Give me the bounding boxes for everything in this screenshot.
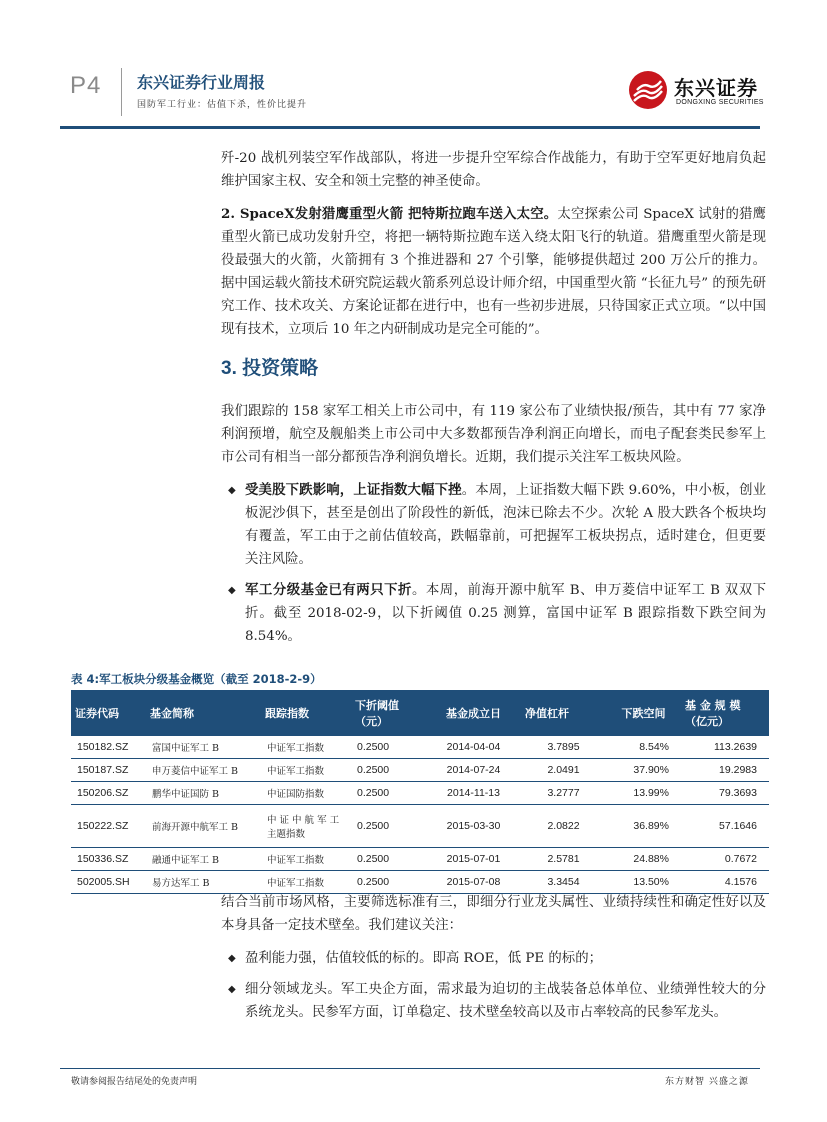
col-header-downside: 下跌空间 [606,690,681,736]
company-logo [628,68,764,114]
diamond-bullet-icon: ◆ [228,585,236,596]
diamond-bullet-icon: ◆ [228,953,236,964]
cell-index [261,805,351,848]
cell-leverage: 2.0491 [521,759,606,782]
cell-name: 鹏华中证国防 B [146,782,261,805]
cell-date: 2015-07-01 [426,848,521,871]
cell-index: 中证军工指数 [261,848,351,871]
col-header-date: 基金成立日 [426,690,521,736]
cell-leverage: 2.5781 [521,848,606,871]
cell-threshold: 0.2500 [351,871,426,894]
logo-mark-icon [628,70,668,110]
diamond-bullet-icon: ◆ [228,485,236,496]
fund-table [71,690,769,894]
cell-threshold: 0.2500 [351,736,426,759]
cell-name: 前海开源中航军工 B [146,805,261,848]
cell-size: 113.2639 [681,736,769,759]
after-table-content [221,891,766,1032]
footer-slogan: 东方财智 兴盛之源 [665,1077,749,1087]
col-header-index: 跟踪指数 [261,690,351,736]
cell-index-line2: 主题指数 [267,829,306,840]
selection-criteria-paragraph: 结合当前市场风格，主要筛选标准有三，即细分行业龙头属性、业绩持续性和确定性好以及本身具备一定技术壁垒。我们建议关注： [221,895,766,933]
cell-name: 融通中证军工 B [146,848,261,871]
strategy-bullet-2 [221,579,766,648]
bullet-text: 盈利能力强，估值较低的标的。即高 ROE，低 PE 的标的； [245,951,602,966]
col-header-threshold-line2: （元） [355,715,388,728]
section-title-investment-strategy: 3. 投资策略 [221,358,319,379]
cell-code: 150206.SZ [71,782,146,805]
table-row [71,848,769,871]
cell-index-line1: 中 证 中 航 军 工 [267,815,340,826]
logo-text-cn: 东兴证券 [674,76,758,100]
col-header-leverage: 净值杠杆 [521,690,606,736]
cell-downside: 8.54% [606,736,681,759]
spacex-paragraph [221,203,766,341]
page-header [0,0,827,130]
spacex-lead: 2. SpaceX发射猎鹰重型火箭 把特斯拉跑车送入太空。 [221,206,558,222]
col-header-threshold [351,690,426,736]
cell-leverage: 3.3454 [521,871,606,894]
footer-rule [60,1068,760,1069]
cell-name: 富国中证军工 B [146,736,261,759]
col-header-threshold-line1: 下折阈值 [355,699,399,712]
main-content [221,147,766,656]
report-title: 东兴证券行业周报 [137,75,266,92]
cell-name: 易方达军工 B [146,871,261,894]
cell-downside: 24.88% [606,848,681,871]
cell-index: 中证国防指数 [261,782,351,805]
cell-leverage: 3.7895 [521,736,606,759]
cell-leverage: 2.0822 [521,805,606,848]
bullet-lead: 受美股下跌影响，上证指数大幅下挫 [245,482,462,498]
cell-size: 57.1646 [681,805,769,848]
table-row [71,782,769,805]
bullet-body: 。本周，上证指数大幅下跌 9.60%，中小板，创业板泥沙俱下，甚至是创出了阶段性的新低，泡沫已除去不少。次轮 A 股大跌各个板块均有覆盖，军工由于之前估值较高，跌幅靠前，可把握军工板块拐点，适时建仓，但更要关注风险。 [245,483,767,567]
table-row [71,759,769,782]
cell-size: 79.3693 [681,782,769,805]
table-header-row [71,690,769,736]
cell-code: 150187.SZ [71,759,146,782]
header-rule [60,126,760,129]
table-row [71,736,769,759]
cell-code: 150182.SZ [71,736,146,759]
logo-text-en: DONGXING SECURITIES [676,99,764,106]
col-header-size-line2: （亿元） [685,715,729,728]
cell-index: 中证军工指数 [261,871,351,894]
cell-downside: 36.89% [606,805,681,848]
cell-date: 2014-11-13 [426,782,521,805]
page-number: P4 [70,72,102,99]
table-title: 表 4:军工板块分级基金概览（截至 2018-2-9） [71,672,322,686]
cell-size: 19.2983 [681,759,769,782]
intro-paragraph: 歼-20 战机列装空军作战部队，将进一步提升空军综合作战能力，有助于空军更好地肩负起维护国家主权、安全和领土完整的神圣使命。 [221,151,766,189]
cell-index: 中证军工指数 [261,759,351,782]
col-header-size-line1: 基 金 规 模 [685,699,741,712]
cell-name: 申万菱信中证军工 B [146,759,261,782]
cell-threshold: 0.2500 [351,848,426,871]
bullet-text: 细分领域龙头。军工央企方面，需求最为迫切的主战装备总体单位、业绩弹性较大的分系统龙头。民参军方面，订单稳定、技术壁垒较高以及市占率较高的民参军龙头。 [245,982,766,1020]
cell-code: 150336.SZ [71,848,146,871]
header-divider [121,68,122,116]
recommendation-bullet-2 [221,978,766,1024]
cell-date: 2015-03-30 [426,805,521,848]
strategy-paragraph: 我们跟踪的 158 家军工相关上市公司中，有 119 家公布了业绩快报/预告，其中有 77 家净利润预增，航空及舰船类上市公司中大多数都预告净利润正向增长，而电子配套类民参军上市公司有相当一部分都预告净利润负增长。近期，我们提示关注军工板块风险。 [221,404,766,465]
recommendation-bullet-1 [221,947,766,970]
footer-disclaimer: 敬请参阅报告结尾处的免责声明 [71,1077,198,1087]
cell-date: 2015-07-08 [426,871,521,894]
cell-threshold: 0.2500 [351,805,426,848]
report-subtitle: 国防军工行业：估值下杀，性价比提升 [137,100,308,110]
col-header-code: 证券代码 [71,690,146,736]
cell-index: 中证军工指数 [261,736,351,759]
cell-downside: 37.90% [606,759,681,782]
table-row [71,805,769,848]
cell-threshold: 0.2500 [351,759,426,782]
bullet-lead: 军工分级基金已有两只下折 [245,582,412,598]
cell-threshold: 0.2500 [351,782,426,805]
cell-date: 2014-07-24 [426,759,521,782]
strategy-bullet-1 [221,479,766,571]
cell-downside: 13.50% [606,871,681,894]
bullet-body: 。本周，前海开源中航军 B、申万菱信中证军工 B 双双下折。截至 2018-02-9，以下折阈值 0.25 测算，富国中证军 B 跟踪指数下跌空间为 8.54%。 [245,583,767,644]
cell-downside: 13.99% [606,782,681,805]
cell-size: 0.7672 [681,848,769,871]
diamond-bullet-icon: ◆ [228,984,236,995]
cell-date: 2014-04-04 [426,736,521,759]
spacex-body: 太空探索公司 SpaceX 试射的猎鹰重型火箭已成功发射升空，将把一辆特斯拉跑车送入绕太阳飞行的轨道。猎鹰重型火箭是现役最强大的火箭，火箭拥有 3 个推进器和 27 个引擎，能够提供超过 200 万公斤的推力。据中国运载火箭技术研究院运载火箭系列总设计师介绍，中国重型火箭 “长征九号” 的预先研究工作、技术攻关、方案论证都在进行中，也有一些初步进展，只待国家正式立项。“以中国现有技术，立项后 10 年之内研制成功是完全可能的”。 [221,207,767,337]
cell-leverage: 3.2777 [521,782,606,805]
col-header-name: 基金简称 [146,690,261,736]
col-header-size [681,690,769,736]
cell-code: 150222.SZ [71,805,146,848]
cell-size: 4.1576 [681,871,769,894]
cell-code: 502005.SH [71,871,146,894]
